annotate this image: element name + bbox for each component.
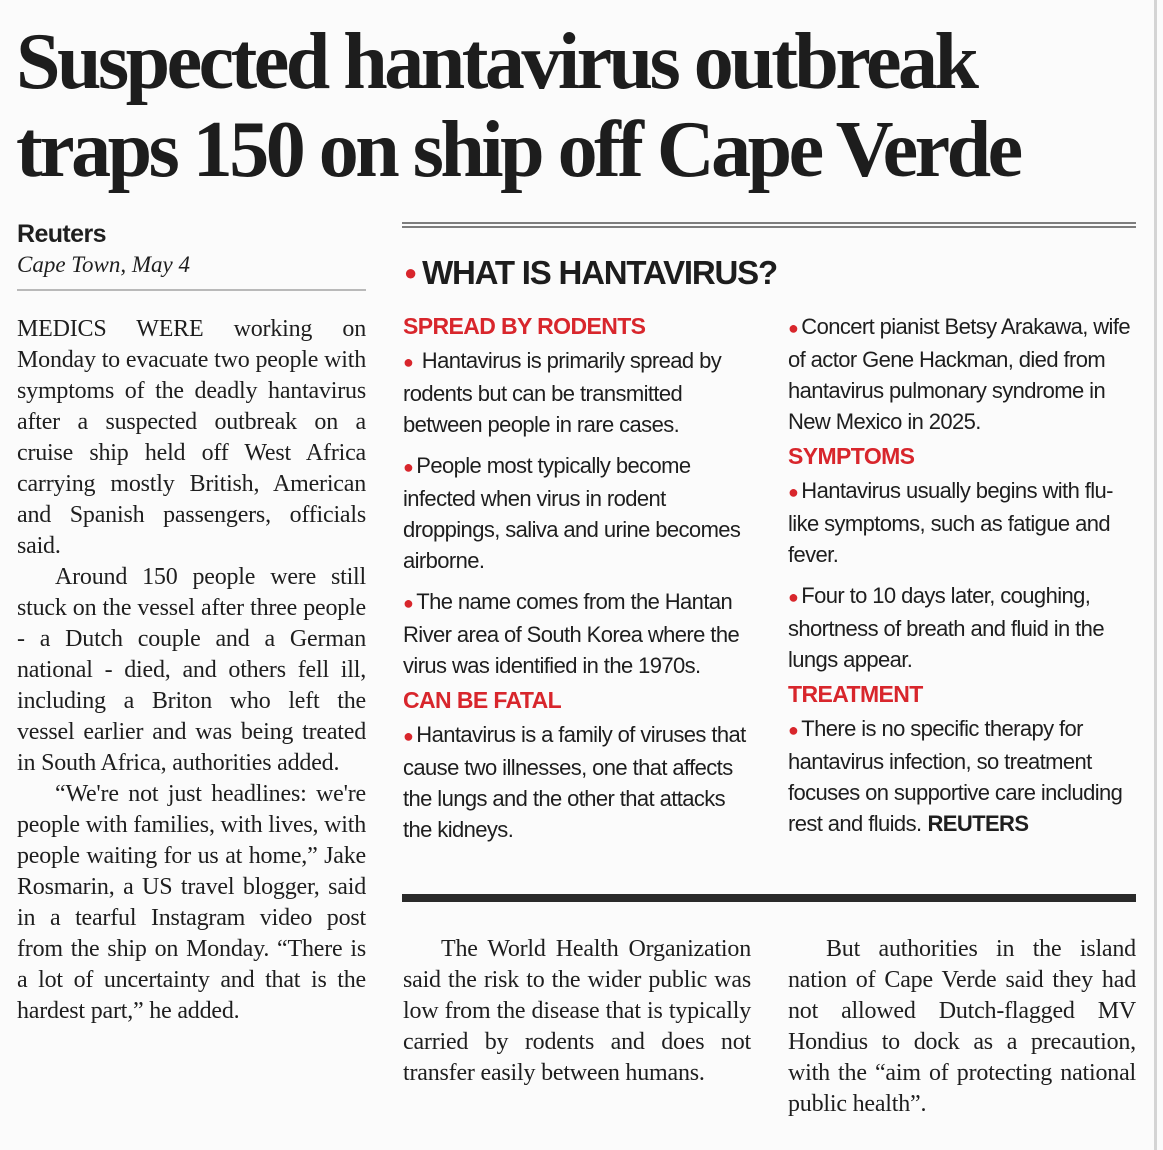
article-paragraph: The World Health Organization said the risk to the wider public was low from the disease that is typically carried by rodents and does not transfer easily between humans. (403, 936, 751, 1086)
factbox-item (788, 713, 1138, 839)
headline-line-2: traps 150 on ship off Cape Verde (16, 106, 1020, 194)
article-column-2 (403, 934, 751, 1089)
headline-line-1: Suspected hantavirus outbreak (16, 18, 976, 106)
factbox-credit: REUTERS (927, 811, 1029, 836)
factbox-item-text: The name comes from the Hantan River area of South Korea where the virus was identified in the 1970s. (403, 589, 740, 678)
byline-agency: Reuters (17, 220, 106, 248)
factbox-item-text: Hantavirus is primarily spread by rodents but can be transmitted between people in rare cases. (403, 348, 722, 437)
factbox-item-text: People most typically become infected when virus in rodent droppings, saliva and urine becomes airborne. (403, 453, 741, 573)
factbox-item (403, 719, 753, 845)
bullet-icon: ● (788, 482, 799, 502)
byline-dateline: Cape Town, May 4 (17, 252, 190, 277)
factbox-item-text: Four to 10 days later, coughing, shortness of breath and fluid in the lungs appear. (788, 583, 1104, 672)
factbox-item (788, 311, 1138, 437)
factbox-item (403, 586, 753, 681)
factbox-column-left (403, 311, 753, 855)
factbox-item-text: Hantavirus is a family of viruses that cause two illnesses, one that affects the lungs and the other that attacks the kidneys. (403, 722, 746, 842)
article-paragraph: MEDICS WERE working on Monday to evacuate two people with symptoms of the deadly hantavirus after a suspected outbreak on a cruise ship held off West Africa carrying mostly British, American and Spanish passengers, officials said. (17, 316, 366, 559)
page-edge-rule (1154, 0, 1157, 1150)
factbox-bottom-rule (402, 894, 1136, 902)
factbox-column-right (788, 311, 1138, 849)
byline-divider (17, 289, 366, 291)
factbox-item-text: Hantavirus usually begins with flu-like symptoms, such as fatigue and fever. (788, 478, 1113, 567)
byline (17, 218, 367, 280)
bullet-icon: ● (403, 457, 414, 477)
bullet-icon: ● (788, 720, 799, 740)
factbox-title-text: WHAT IS HANTAVIRUS? (422, 254, 777, 291)
factbox-top-rule (402, 222, 1136, 228)
bullet-icon: ● (403, 726, 414, 746)
bullet-icon: ● (788, 318, 799, 338)
article-column-1 (17, 314, 366, 1027)
bullet-icon: ● (403, 352, 414, 372)
factbox-heading-spread: SPREAD BY RODENTS (403, 313, 646, 339)
factbox-item (403, 450, 753, 576)
factbox-item (788, 580, 1138, 675)
factbox-item (403, 345, 753, 440)
factbox-item-text: Concert pianist Betsy Arakawa, wife of actor Gene Hackman, died from hantavirus pulmonary syndrome in New Mexico in 2025. (788, 314, 1130, 434)
article-paragraph: Around 150 people were still stuck on the vessel after three people - a Dutch couple and a German national - died, and others fell ill, including a Briton who left the vessel earlier and was being treated in South Africa, authorities added. (17, 564, 366, 776)
factbox-title (404, 252, 1138, 298)
article-paragraph: “We're not just headlines: we're people with families, with lives, with people waiting for us at home,” Jake Rosmarin, a US travel blogger, said in a tearful Instagram video post from the ship on Monday. “There is a lot of uncertainty and that is the hardest part,” he added. (17, 781, 367, 1024)
bullet-icon: ● (788, 587, 799, 607)
factbox-item-text: There is no specific therapy for hantavirus infection, so treatment focuses on supportive care including rest and fluids. (788, 716, 1123, 836)
factbox-heading-treatment: TREATMENT (788, 681, 923, 707)
article-paragraph: But authorities in the island nation of Cape Verde said they had not allowed Dutch-flagged MV Hondius to dock as a precaution, with the “aim of protecting national public health”. (788, 936, 1136, 1117)
factbox-heading-symptoms: SYMPTOMS (788, 443, 915, 469)
factbox-heading-fatal: CAN BE FATAL (403, 687, 562, 713)
article-column-3 (788, 934, 1136, 1120)
factbox-item (788, 475, 1138, 570)
headline (16, 18, 1151, 194)
bullet-icon: ● (403, 593, 414, 613)
bullet-icon: ● (404, 260, 417, 285)
